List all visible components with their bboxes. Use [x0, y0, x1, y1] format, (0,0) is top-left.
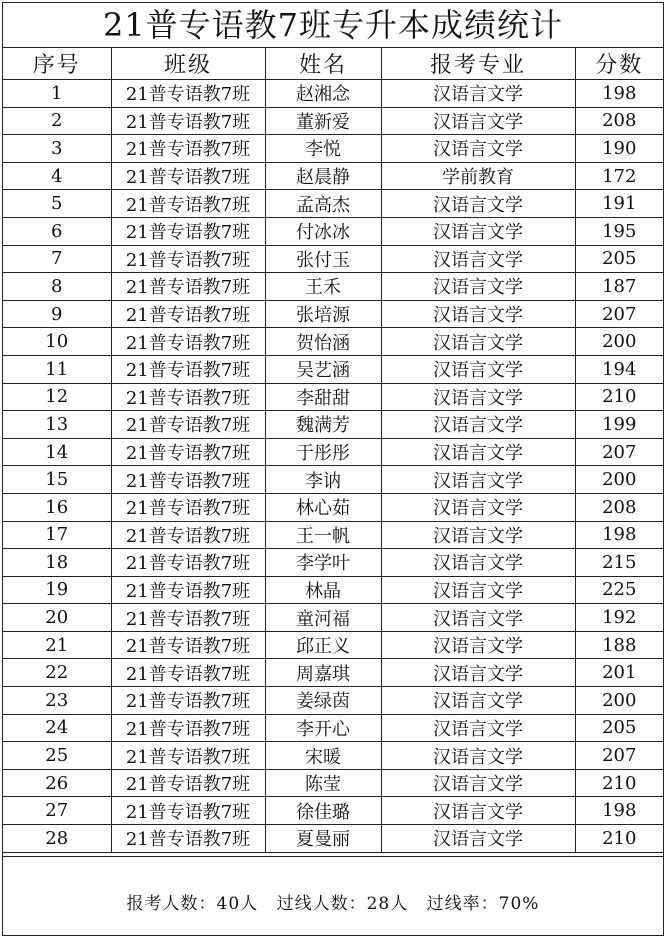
cell-name: 李讷 — [265, 466, 381, 494]
cell-class: 21普专语教7班 — [111, 411, 265, 439]
cell-class: 21普专语教7班 — [111, 659, 265, 687]
cell-major: 汉语言文学 — [381, 245, 575, 273]
cell-score: 200 — [575, 687, 663, 715]
table-row — [3, 576, 663, 604]
cell-score: 188 — [575, 631, 663, 659]
cell-score: 195 — [575, 217, 663, 245]
cell-name: 徐佳璐 — [265, 797, 381, 825]
cell-index: 7 — [3, 245, 111, 273]
cell-major: 汉语言文学 — [381, 576, 575, 604]
cell-name: 吴艺涵 — [265, 355, 381, 383]
cell-score: 208 — [575, 493, 663, 521]
cell-major: 汉语言文学 — [381, 714, 575, 742]
cell-index: 19 — [3, 576, 111, 604]
cell-major: 汉语言文学 — [381, 273, 575, 301]
cell-index: 10 — [3, 328, 111, 356]
cell-major: 汉语言文学 — [381, 687, 575, 715]
cell-name: 付冰冰 — [265, 217, 381, 245]
cell-major: 汉语言文学 — [381, 411, 575, 439]
cell-class: 21普专语教7班 — [111, 328, 265, 356]
cell-name: 林心茹 — [265, 493, 381, 521]
cell-score: 199 — [575, 411, 663, 439]
cell-score: 207 — [575, 438, 663, 466]
cell-name: 宋暖 — [265, 742, 381, 770]
table-row — [3, 825, 663, 853]
cell-class: 21普专语教7班 — [111, 604, 265, 632]
cell-score: 205 — [575, 245, 663, 273]
table-row — [3, 769, 663, 797]
cell-name: 童河福 — [265, 604, 381, 632]
cell-score: 210 — [575, 769, 663, 797]
cell-index: 17 — [3, 521, 111, 549]
cell-major: 汉语言文学 — [381, 80, 575, 108]
cell-major: 汉语言文学 — [381, 355, 575, 383]
cell-score: 215 — [575, 549, 663, 577]
cell-class: 21普专语教7班 — [111, 797, 265, 825]
cell-index: 13 — [3, 411, 111, 439]
table-row — [3, 245, 663, 273]
cell-name: 贺怡涵 — [265, 328, 381, 356]
header-name: 姓名 — [265, 48, 381, 80]
cell-index: 28 — [3, 825, 111, 853]
table-row — [3, 549, 663, 577]
cell-class: 21普专语教7班 — [111, 549, 265, 577]
table-row — [3, 797, 663, 825]
cell-index: 4 — [3, 162, 111, 190]
score-sheet — [2, 2, 664, 936]
cell-class: 21普专语教7班 — [111, 135, 265, 163]
cell-major: 汉语言文学 — [381, 300, 575, 328]
cell-name: 赵湘念 — [265, 80, 381, 108]
cell-major: 汉语言文学 — [381, 521, 575, 549]
cell-class: 21普专语教7班 — [111, 190, 265, 218]
header-score: 分数 — [575, 48, 663, 80]
cell-name: 张付玉 — [265, 245, 381, 273]
cell-major: 汉语言文学 — [381, 631, 575, 659]
table-row — [3, 328, 663, 356]
table-body — [3, 80, 663, 853]
cell-major: 汉语言文学 — [381, 190, 575, 218]
cell-major: 汉语言文学 — [381, 769, 575, 797]
cell-name: 赵晨静 — [265, 162, 381, 190]
page-title: 21普专语教7班专升本成绩统计 — [3, 3, 663, 48]
cell-major: 汉语言文学 — [381, 135, 575, 163]
cell-index: 9 — [3, 300, 111, 328]
cell-index: 1 — [3, 80, 111, 108]
table-row — [3, 714, 663, 742]
table-row — [3, 107, 663, 135]
cell-index: 3 — [3, 135, 111, 163]
cell-score: 225 — [575, 576, 663, 604]
cell-index: 16 — [3, 493, 111, 521]
table-row — [3, 80, 663, 108]
cell-major: 汉语言文学 — [381, 549, 575, 577]
cell-index: 12 — [3, 383, 111, 411]
cell-major: 汉语言文学 — [381, 604, 575, 632]
cell-major: 汉语言文学 — [381, 383, 575, 411]
cell-index: 24 — [3, 714, 111, 742]
cell-score: 208 — [575, 107, 663, 135]
summary-pass-rate: 过线率：70% — [426, 894, 540, 914]
cell-major: 汉语言文学 — [381, 466, 575, 494]
cell-name: 于彤彤 — [265, 438, 381, 466]
cell-class: 21普专语教7班 — [111, 355, 265, 383]
cell-class: 21普专语教7班 — [111, 521, 265, 549]
cell-score: 194 — [575, 355, 663, 383]
cell-name: 周嘉琪 — [265, 659, 381, 687]
cell-name: 张培源 — [265, 300, 381, 328]
cell-index: 6 — [3, 217, 111, 245]
cell-score: 198 — [575, 521, 663, 549]
cell-score: 198 — [575, 80, 663, 108]
cell-index: 22 — [3, 659, 111, 687]
cell-index: 18 — [3, 549, 111, 577]
cell-name: 李开心 — [265, 714, 381, 742]
table-row — [3, 742, 663, 770]
cell-score: 207 — [575, 300, 663, 328]
cell-class: 21普专语教7班 — [111, 769, 265, 797]
table-row — [3, 273, 663, 301]
cell-class: 21普专语教7班 — [111, 107, 265, 135]
cell-class: 21普专语教7班 — [111, 742, 265, 770]
cell-index: 21 — [3, 631, 111, 659]
header-index: 序号 — [3, 48, 111, 80]
cell-score: 205 — [575, 714, 663, 742]
table-row — [3, 438, 663, 466]
cell-major: 汉语言文学 — [381, 742, 575, 770]
cell-class: 21普专语教7班 — [111, 631, 265, 659]
cell-class: 21普专语教7班 — [111, 245, 265, 273]
cell-name: 李学叶 — [265, 549, 381, 577]
table-row — [3, 190, 663, 218]
cell-index: 20 — [3, 604, 111, 632]
cell-major: 汉语言文学 — [381, 797, 575, 825]
cell-major: 汉语言文学 — [381, 438, 575, 466]
cell-name: 陈莹 — [265, 769, 381, 797]
cell-index: 11 — [3, 355, 111, 383]
header-class: 班级 — [111, 48, 265, 80]
cell-class: 21普专语教7班 — [111, 438, 265, 466]
table-row — [3, 355, 663, 383]
cell-score: 200 — [575, 328, 663, 356]
cell-index: 2 — [3, 107, 111, 135]
cell-class: 21普专语教7班 — [111, 466, 265, 494]
cell-major: 汉语言文学 — [381, 107, 575, 135]
table-row — [3, 135, 663, 163]
cell-name: 林晶 — [265, 576, 381, 604]
table-row — [3, 631, 663, 659]
table-row — [3, 604, 663, 632]
cell-major: 汉语言文学 — [381, 328, 575, 356]
cell-class: 21普专语教7班 — [111, 383, 265, 411]
cell-class: 21普专语教7班 — [111, 217, 265, 245]
table-row — [3, 466, 663, 494]
cell-score: 210 — [575, 383, 663, 411]
cell-major: 汉语言文学 — [381, 217, 575, 245]
cell-name: 李甜甜 — [265, 383, 381, 411]
cell-name: 夏曼丽 — [265, 825, 381, 853]
cell-major: 汉语言文学 — [381, 493, 575, 521]
summary-footer — [3, 856, 663, 936]
table-row — [3, 411, 663, 439]
header-major: 报考专业 — [381, 48, 575, 80]
cell-score: 207 — [575, 742, 663, 770]
table-row — [3, 162, 663, 190]
cell-class: 21普专语教7班 — [111, 162, 265, 190]
cell-class: 21普专语教7班 — [111, 825, 265, 853]
cell-name: 王禾 — [265, 273, 381, 301]
cell-score: 191 — [575, 190, 663, 218]
table-header-row — [3, 48, 663, 80]
table-row — [3, 217, 663, 245]
cell-index: 15 — [3, 466, 111, 494]
cell-score: 190 — [575, 135, 663, 163]
table-row — [3, 300, 663, 328]
cell-index: 27 — [3, 797, 111, 825]
cell-class: 21普专语教7班 — [111, 80, 265, 108]
cell-name: 董新爱 — [265, 107, 381, 135]
cell-score: 198 — [575, 797, 663, 825]
cell-name: 王一帆 — [265, 521, 381, 549]
cell-name: 邱正义 — [265, 631, 381, 659]
table-row — [3, 521, 663, 549]
cell-class: 21普专语教7班 — [111, 576, 265, 604]
cell-score: 187 — [575, 273, 663, 301]
cell-class: 21普专语教7班 — [111, 273, 265, 301]
summary-passed: 过线人数：28人 — [276, 894, 409, 914]
cell-index: 8 — [3, 273, 111, 301]
cell-major: 汉语言文学 — [381, 825, 575, 853]
cell-name: 姜绿茵 — [265, 687, 381, 715]
cell-name: 李悦 — [265, 135, 381, 163]
cell-score: 192 — [575, 604, 663, 632]
cell-major: 汉语言文学 — [381, 659, 575, 687]
cell-name: 孟高杰 — [265, 190, 381, 218]
cell-index: 25 — [3, 742, 111, 770]
cell-score: 201 — [575, 659, 663, 687]
score-table — [3, 48, 663, 853]
table-row — [3, 659, 663, 687]
cell-index: 23 — [3, 687, 111, 715]
cell-class: 21普专语教7班 — [111, 300, 265, 328]
cell-class: 21普专语教7班 — [111, 687, 265, 715]
cell-major: 学前教育 — [381, 162, 575, 190]
table-row — [3, 687, 663, 715]
summary-applicants: 报考人数：40人 — [126, 894, 259, 914]
cell-index: 14 — [3, 438, 111, 466]
table-row — [3, 493, 663, 521]
cell-score: 210 — [575, 825, 663, 853]
cell-score: 172 — [575, 162, 663, 190]
table-row — [3, 383, 663, 411]
cell-index: 26 — [3, 769, 111, 797]
cell-index: 5 — [3, 190, 111, 218]
cell-class: 21普专语教7班 — [111, 714, 265, 742]
cell-name: 魏满芳 — [265, 411, 381, 439]
cell-class: 21普专语教7班 — [111, 493, 265, 521]
cell-score: 200 — [575, 466, 663, 494]
